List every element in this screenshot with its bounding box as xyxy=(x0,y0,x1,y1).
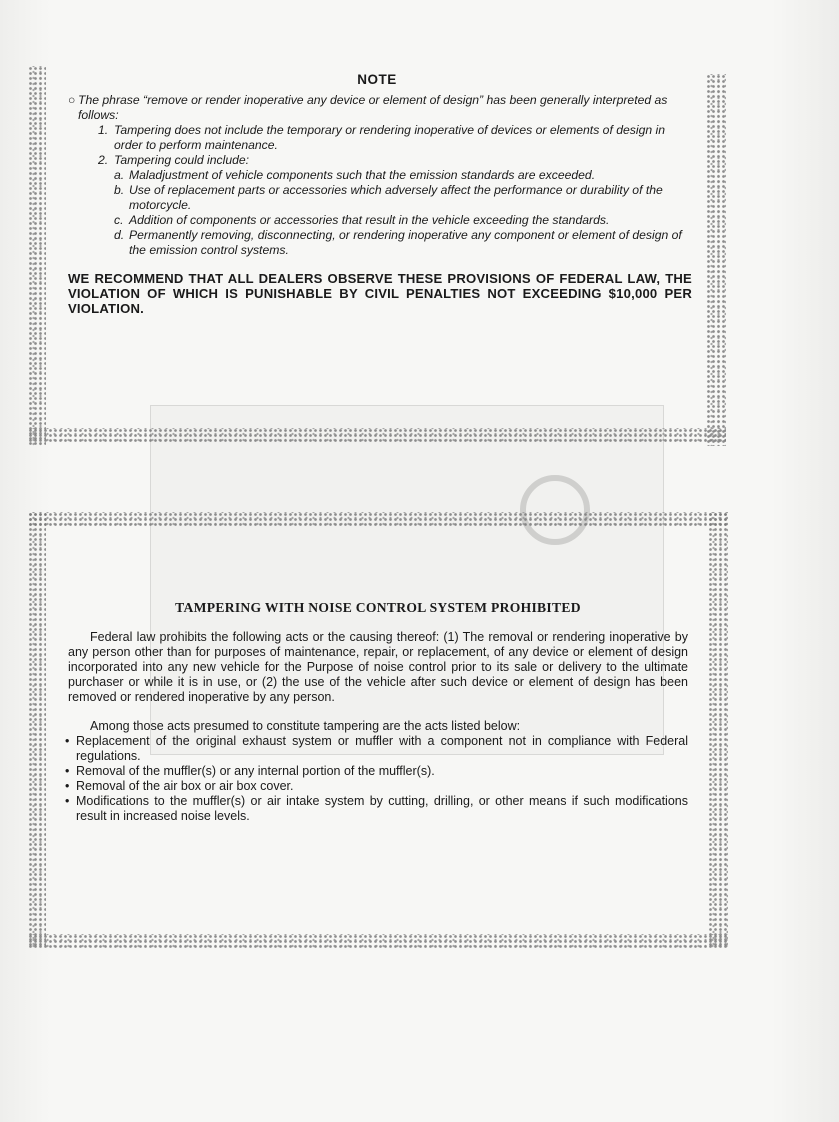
note-subitem-text: Permanently removing, disconnecting, or rendering inoperative any component or element of design of the emission control systems. xyxy=(129,228,682,257)
note-subitem-text: Addition of components or accessories that result in the vehicle exceeding the standards. xyxy=(129,213,610,227)
tampering-act-text: Modifications to the muffler(s) or air intake system by cutting, drilling, or other means if such modifications result in increased noise levels. xyxy=(76,794,688,823)
note-subitem xyxy=(62,183,692,213)
note-intro xyxy=(62,93,692,123)
note-item-text: Tampering could include: xyxy=(114,153,250,167)
noise-control-section xyxy=(65,600,688,824)
note-item-number: 1. xyxy=(98,123,109,137)
note-subitem-letter: a. xyxy=(114,168,125,182)
emission-note-section xyxy=(62,72,692,316)
tampering-act-item xyxy=(65,734,688,764)
note-box-border-left xyxy=(28,66,46,446)
federal-law-paragraph: Federal law prohibits the following acts or the causing thereof: (1) The removal or rendering inoperative by any person other than for purposes of maintenance, repair, or replacement, of any device or element of design incorporated into any new vehicle for the Purpose of noise control prior to its sale or delivery to the ultimate purchaser or while it is in use, or (2) the use of the vehicle after such device or element of design has been removed or rendered inoperative by any person. xyxy=(68,630,688,704)
bullet-icon: • xyxy=(65,779,70,793)
note-intro-text: The phrase “remove or render inoperative any device or element of design” has been generally interpreted as follows: xyxy=(78,93,668,122)
show-through-logo xyxy=(520,475,590,545)
note-subitem xyxy=(62,228,692,258)
bullet-icon: • xyxy=(65,734,70,748)
tampering-act-item xyxy=(65,764,688,779)
bullet-icon: • xyxy=(65,794,70,808)
noise-box-border-top xyxy=(28,512,728,526)
note-box-border-right xyxy=(706,74,726,446)
noise-section-title: TAMPERING WITH NOISE CONTROL SYSTEM PROHIBITED xyxy=(175,600,581,615)
note-item xyxy=(62,123,692,153)
note-item xyxy=(62,153,692,168)
tampering-act-text: Removal of the air box or air box cover. xyxy=(76,779,294,793)
tampering-act-item xyxy=(65,779,688,794)
note-subitem xyxy=(62,213,692,228)
tampering-act-text: Replacement of the original exhaust system or muffler with a component not in compliance with Federal regulations. xyxy=(76,734,688,763)
note-subitem xyxy=(62,168,692,183)
circle-bullet-icon: ○ xyxy=(68,93,76,107)
note-subitem-letter: b. xyxy=(114,183,125,197)
tampering-act-text: Removal of the muffler(s) or any internal portion of the muffler(s). xyxy=(76,764,435,778)
acts-list-intro: Among those acts presumed to constitute tampering are the acts listed below: xyxy=(90,719,521,733)
note-item-number: 2. xyxy=(98,153,109,167)
note-title: NOTE xyxy=(357,72,397,87)
tampering-act-item xyxy=(65,794,688,824)
noise-box-border-right xyxy=(708,512,728,948)
note-item-text: Tampering does not include the temporary or rendering inoperative of devices or elements of design in order to perform maintenance. xyxy=(114,123,666,152)
noise-box-border-bottom xyxy=(28,934,728,948)
noise-box-border-left xyxy=(28,512,46,948)
note-subitem-letter: c. xyxy=(114,213,124,227)
note-subitem-letter: d. xyxy=(114,228,125,242)
note-subitem-text: Maladjustment of vehicle components such that the emission standards are exceeded. xyxy=(129,168,596,182)
note-box-border-bottom xyxy=(28,428,726,442)
note-subitem-text: Use of replacement parts or accessories which adversely affect the performance or durability of the motorcycle. xyxy=(129,183,663,212)
bullet-icon: • xyxy=(65,764,70,778)
dealer-warning: WE RECOMMEND THAT ALL DEALERS OBSERVE THESE PROVISIONS OF FEDERAL LAW, THE VIOLATION OF WHICH IS PUNISHABLE BY CIVIL PENALTIES NOT EXCEEDING $10,000 PER VIOLATION. xyxy=(68,271,692,316)
